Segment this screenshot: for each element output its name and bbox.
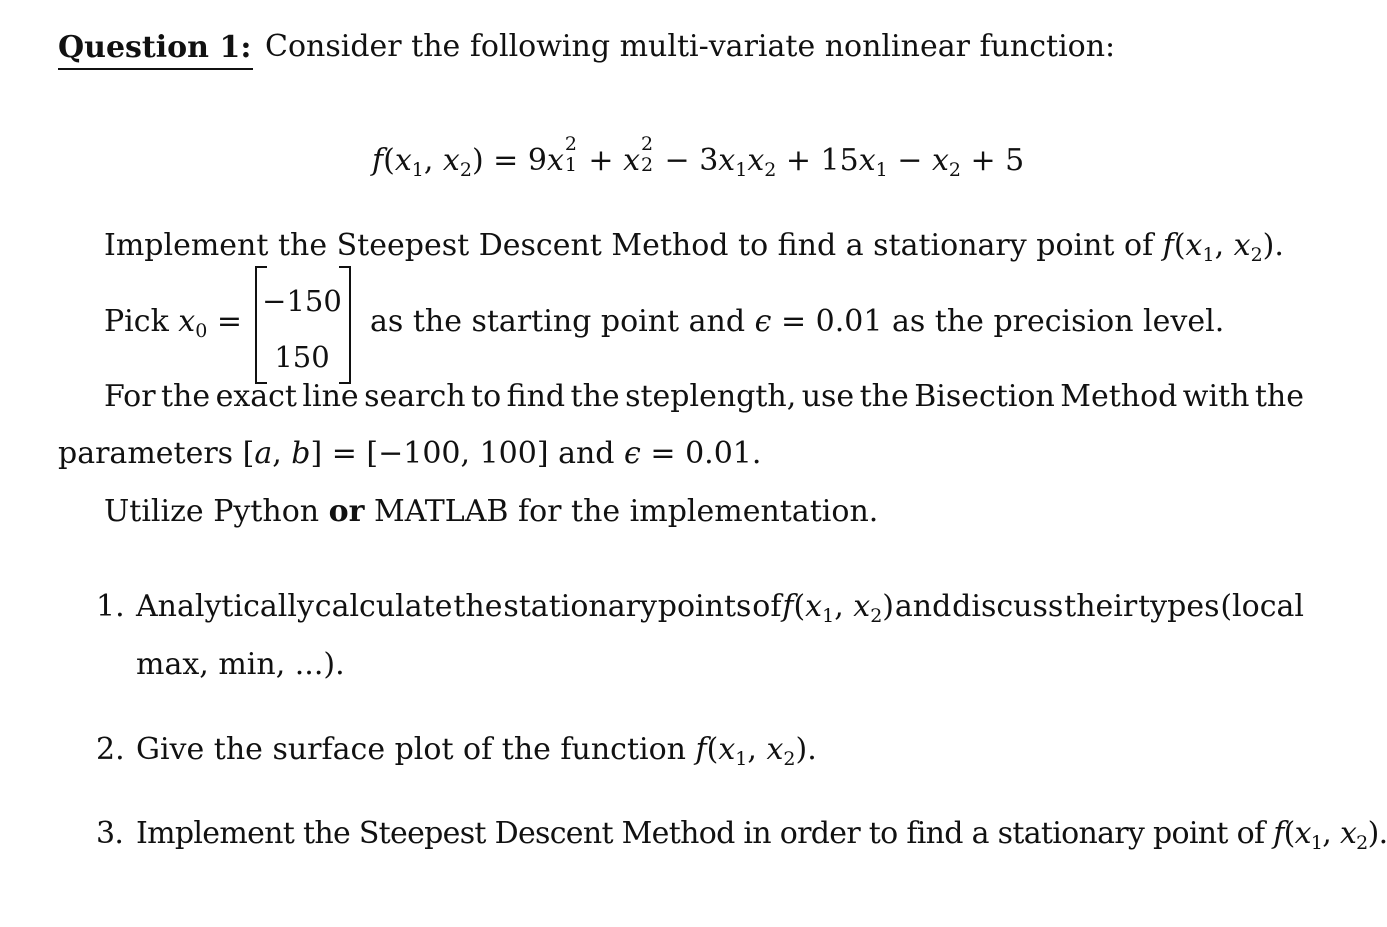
question-label-underline bbox=[58, 68, 253, 70]
question-label: Question 1: bbox=[58, 30, 252, 65]
task-item-1-continued: max, min, ...). bbox=[136, 647, 345, 682]
implement-instruction: Implement the Steepest Descent Method to find a stationary point of $f(x_1$, $x_2$). bbox=[104, 228, 1284, 266]
bisection-parameters: parameters [a, b] = [−100, 100] and ϵ = 0.01. bbox=[58, 436, 762, 471]
matrix-entry: −150 bbox=[262, 284, 342, 318]
task-item-1: 1. Analytically calculate the stationary points of $f(x_1$, $x_2$) and discuss their types (local bbox=[96, 589, 1304, 627]
starting-point-matrix bbox=[255, 266, 351, 382]
starting-point-suffix: as the starting point and ϵ = 0.01 as the precision level. bbox=[370, 304, 1225, 339]
task-item-2: 2. Give the surface plot of the function $f(x_1$, $x_2$). bbox=[96, 732, 817, 770]
matrix-entry: 150 bbox=[274, 340, 330, 374]
language-instruction: Utilize Python or MATLAB for the implementation. bbox=[104, 494, 879, 529]
task-item-3: 3. Implement the Steepest Descent Method in order to find a stationary point of $f(x_1$, $x_2$). bbox=[96, 816, 1387, 854]
bisection-instruction: For the exact line search to find the steplength, use the Bisection Method with the bbox=[104, 379, 1304, 414]
starting-point-prefix: Pick $x_0$ = bbox=[104, 304, 242, 342]
matrix-right-bracket bbox=[339, 266, 351, 384]
function-formula: $f(x_1$, $x_2) = 9x$ 2 1 + x 2 2 − $3x_1x_2 + 15x_1 - x_2 + 5$ bbox=[372, 133, 1025, 181]
question-intro: Consider the following multi-variate nonlinear function: bbox=[265, 29, 1116, 64]
